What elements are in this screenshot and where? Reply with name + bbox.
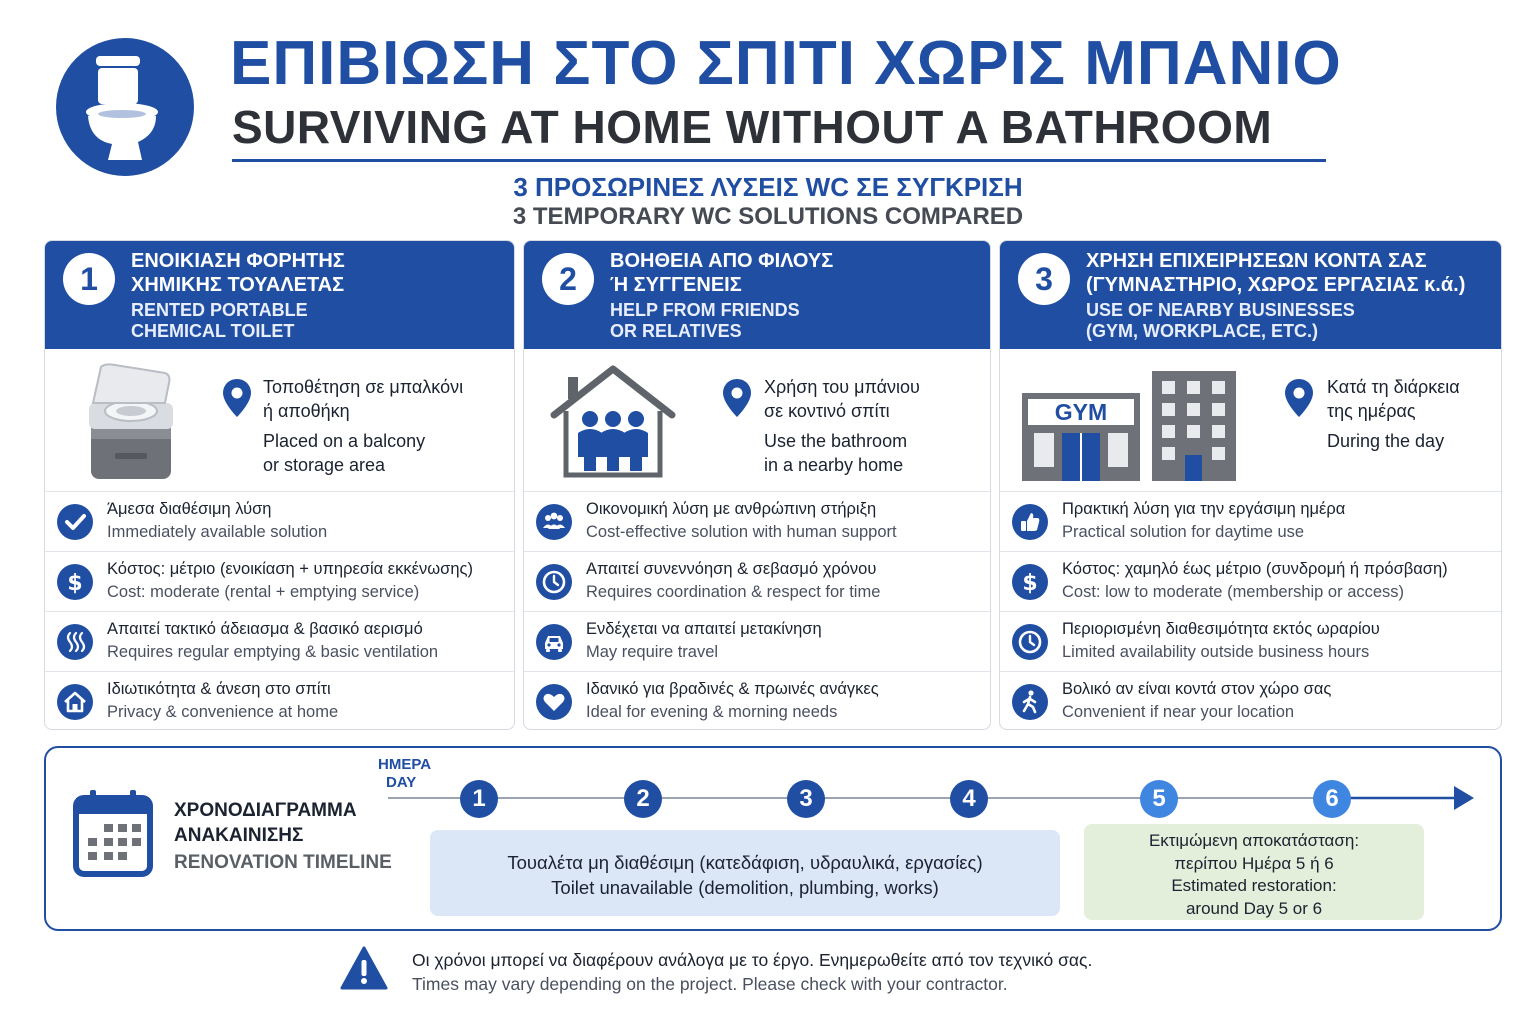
disclaimer-english: Times may vary depending on the project. Please check with your contractor. <box>412 974 1008 994</box>
option-header <box>524 241 990 349</box>
option-header <box>45 241 514 349</box>
option-number-badge: 1 <box>63 253 115 305</box>
check-icon <box>57 504 93 540</box>
option-title-greek: ΧΡΗΣΗ ΕΠΙΧΕΙΡΗΣΕΩΝ ΚΟΝΤΑ ΣΑΣ (ΓΥΜΝΑΣΤΗΡΙΟ, ΧΩΡΟΣ ΕΡΓΑΣΙΑΣ κ.ά.) <box>1086 250 1466 296</box>
feature-list <box>524 492 990 730</box>
clock-icon <box>536 564 572 600</box>
feature-text-english: May require travel <box>586 643 719 661</box>
heart-icon <box>536 684 572 720</box>
location-text-greek: Τοποθέτηση σε μπαλκόνι ή αποθήκη <box>263 377 464 421</box>
renovation-timeline <box>44 746 1502 931</box>
gym-sign: GYM <box>1054 399 1108 425</box>
feature-row <box>524 552 990 612</box>
portable-toilet-illustration <box>81 363 181 483</box>
option-title-greek: ΒΟΗΘΕΙΑ ΑΠΟ ΦΙΛΟΥΣ Ή ΣΥΓΓΕΝΕΙΣ <box>610 250 834 296</box>
feature-row <box>524 612 990 672</box>
feature-list <box>45 492 514 730</box>
feature-row <box>1000 612 1501 672</box>
feature-text-greek: Κόστος: χαμηλό έως μέτριο (συνδρομή ή πρόσβαση) <box>1062 560 1448 578</box>
feature-text-greek: Ιδιωτικότητα & άνεση στο σπίτι <box>107 680 331 698</box>
title-divider <box>232 159 1326 162</box>
feature-text-english: Requires coordination & respect for time <box>586 583 881 601</box>
car-icon <box>536 624 572 660</box>
feature-row <box>45 492 514 552</box>
timeline-title-english: RENOVATION TIMELINE <box>174 852 392 873</box>
feature-row <box>45 552 514 612</box>
thumbs-up-icon <box>1012 504 1048 540</box>
day-node-1: 1 <box>460 780 498 818</box>
feature-text-english: Convenient if near your location <box>1062 703 1295 721</box>
feature-row <box>524 492 990 552</box>
option-title-english: USE OF NEARBY BUSINESSES (GYM, WORKPLACE, ETC.) <box>1086 300 1355 341</box>
feature-text-english: Requires regular emptying & basic ventilation <box>107 643 439 661</box>
option-card-chemical-toilet <box>44 240 515 730</box>
walking-icon <box>1012 684 1048 720</box>
feature-text-english: Ideal for evening & morning needs <box>586 703 838 721</box>
timeline-title-greek: ΧΡΟΝΟΔΙΑΓΡΑΜΜΑ ΑΝΑΚΑΙΝΙΣΗΣ <box>174 800 357 846</box>
option-header <box>1000 241 1501 349</box>
option-hero <box>1000 349 1501 492</box>
day-label-greek: ΗΜΕΡΑ <box>378 756 432 773</box>
feature-text-english: Immediately available solution <box>107 523 328 541</box>
feature-text-english: Cost: moderate (rental + emptying service) <box>107 583 420 601</box>
location-text-greek: Χρήση του μπάνιου σε κοντινό σπίτι <box>764 377 920 421</box>
option-hero <box>524 349 990 492</box>
feature-text-greek: Απαιτεί τακτικό άδειασμα & βασικό αερισμό <box>107 620 423 638</box>
clock-icon <box>1012 624 1048 660</box>
dollar-icon <box>57 564 93 600</box>
option-hero <box>45 349 514 492</box>
option-number-badge: 3 <box>1018 253 1070 305</box>
unavailable-text-english: Toilet unavailable (demolition, plumbing, works) <box>551 877 939 898</box>
ventilation-icon <box>57 624 93 660</box>
location-pin-icon <box>223 379 251 417</box>
location-pin-icon <box>1285 379 1313 417</box>
location-text-greek: Κατά τη διάρκεια της ημέρας <box>1327 377 1460 421</box>
dollar-icon <box>1012 564 1048 600</box>
feature-row <box>1000 672 1501 730</box>
option-card-nearby-businesses <box>999 240 1502 730</box>
page-title-greek: ΕΠΙΒΙΩΣΗ ΣΤΟ ΣΠΙΤΙ ΧΩΡΙΣ ΜΠΑΝΙΟ <box>230 29 1342 98</box>
restoration-text-english-1: Estimated restoration: <box>1171 876 1337 895</box>
feature-row <box>1000 552 1501 612</box>
estimated-restoration-period <box>1084 824 1424 920</box>
subtitle-greek: 3 ΠΡΟΣΩΡΙΝΕΣ ΛΥΣΕΙΣ WC ΣΕ ΣΥΓΚΡΙΣΗ <box>513 172 1023 202</box>
restoration-text-greek-2: περίπου Ημέρα 5 ή 6 <box>1174 853 1334 873</box>
feature-text-greek: Βολικό αν είναι κοντά στον χώρο σας <box>1062 680 1332 698</box>
feature-text-english: Practical solution for daytime use <box>1062 523 1305 541</box>
location-text-english: During the day <box>1327 431 1445 451</box>
day-label-english: DAY <box>386 774 417 791</box>
svg-text:$: $ <box>67 571 83 596</box>
restoration-text-greek-1: Εκτιμώμενη αποκατάσταση: <box>1148 831 1360 850</box>
feature-text-greek: Άμεσα διαθέσιμη λύση <box>107 500 272 518</box>
feature-row <box>524 672 990 730</box>
feature-text-greek: Απαιτεί συνεννόηση & σεβασμό χρόνου <box>586 560 877 578</box>
feature-text-greek: Οικονομική λύση με ανθρώπινη στήριξη <box>586 500 877 518</box>
day-node-4: 4 <box>950 780 988 818</box>
location-text-english: Placed on a balcony or storage area <box>263 431 426 475</box>
toilet-logo <box>56 38 194 176</box>
day-node-6: 6 <box>1313 780 1351 818</box>
feature-row <box>45 672 514 730</box>
day-node-5: 5 <box>1140 780 1178 818</box>
day-node-2: 2 <box>624 780 662 818</box>
feature-text-english: Cost-effective solution with human support <box>586 523 897 541</box>
option-title-english: RENTED PORTABLE CHEMICAL TOILET <box>131 300 308 341</box>
subtitle-english: 3 TEMPORARY WC SOLUTIONS COMPARED <box>512 203 1024 230</box>
people-icon <box>536 504 572 540</box>
restoration-text-english-2: around Day 5 or 6 <box>1185 898 1323 918</box>
location-pin-icon <box>723 379 751 417</box>
feature-row <box>1000 492 1501 552</box>
feature-list <box>1000 492 1501 730</box>
feature-text-english: Privacy & convenience at home <box>107 703 339 721</box>
feature-text-greek: Πρακτική λύση για την εργάσιμη ημέρα <box>1062 500 1346 518</box>
feature-text-greek: Κόστος: μέτριο (ενοικίαση + υπηρεσία εκκένωσης) <box>107 560 473 578</box>
page-title-english: SURVIVING AT HOME WITHOUT A BATHROOM <box>232 101 1273 153</box>
day-node-3: 3 <box>787 780 825 818</box>
toilet-unavailable-period <box>430 830 1060 916</box>
feature-text-greek: Ιδανικό για βραδινές & πρωινές ανάγκες <box>586 680 879 698</box>
option-number-badge: 2 <box>542 253 594 305</box>
feature-text-english: Limited availability outside business hours <box>1062 643 1370 661</box>
timeline-arrow <box>1454 786 1474 810</box>
gym-and-office-illustration <box>1022 367 1242 485</box>
feature-text-greek: Περιορισμένη διαθεσιμότητα εκτός ωραρίου <box>1062 620 1380 638</box>
feature-text-greek: Ενδέχεται να απαιτεί μετακίνηση <box>586 620 822 638</box>
family-house-illustration <box>546 363 680 479</box>
svg-text:$: $ <box>1022 571 1038 596</box>
disclaimer-greek: Οι χρόνοι μπορεί να διαφέρουν ανάλογα με το έργο. Ενημερωθείτε από τον τεχνικό σας. <box>412 950 1093 970</box>
home-icon <box>57 684 93 720</box>
option-title-english: HELP FROM FRIENDS OR RELATIVES <box>610 300 800 341</box>
unavailable-text-greek: Τουαλέτα μη διαθέσιμη (κατεδάφιση, υδραυλικά, εργασίες) <box>507 852 983 873</box>
feature-row <box>45 612 514 672</box>
option-card-friends-relatives <box>523 240 991 730</box>
toilet-icon <box>56 38 194 176</box>
feature-text-english: Cost: low to moderate (membership or access) <box>1062 583 1405 601</box>
option-title-greek: ΕΝΟΙΚΙΑΣΗ ΦΟΡΗΤΗΣ ΧΗΜΙΚΗΣ ΤΟΥΑΛΕΤΑΣ <box>131 250 345 296</box>
location-text-english: Use the bathroom in a nearby home <box>764 431 908 475</box>
warning-icon <box>340 946 388 990</box>
